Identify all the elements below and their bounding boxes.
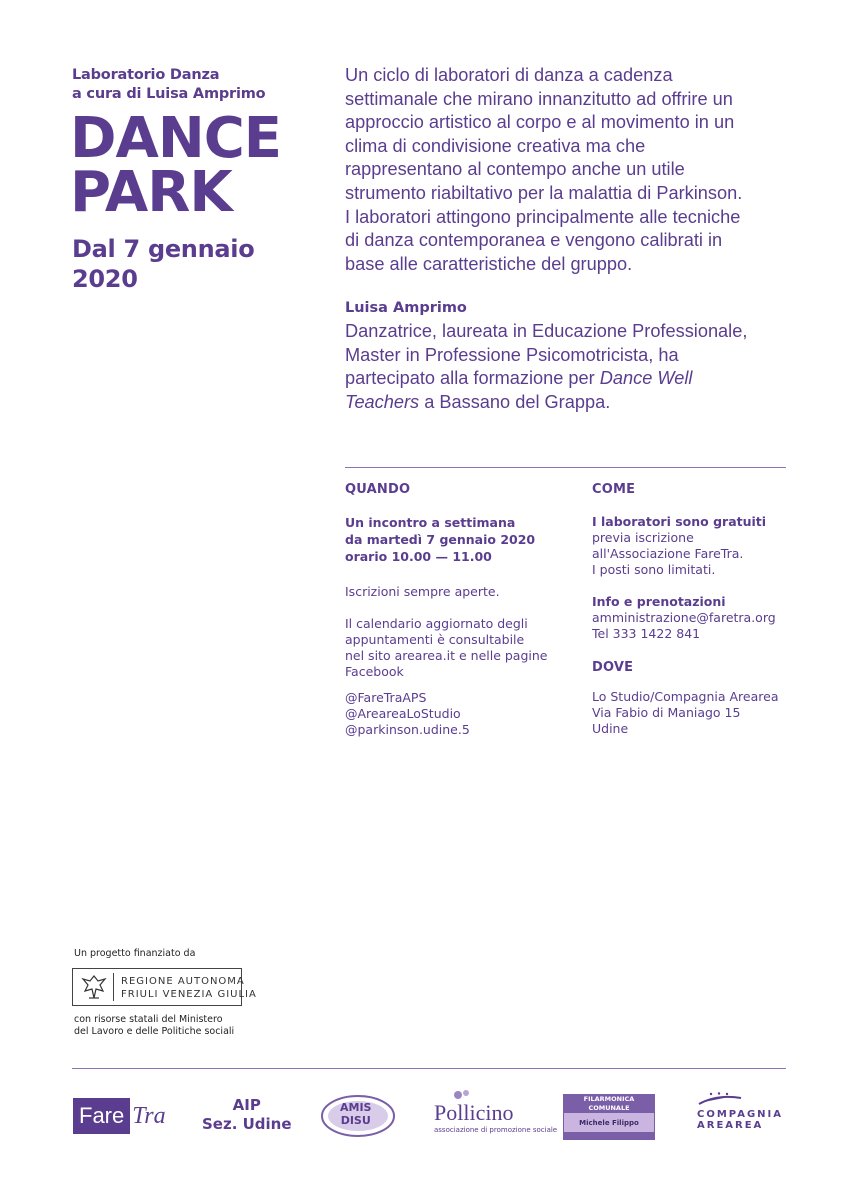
amis-disu-logo xyxy=(320,1094,396,1138)
start-date xyxy=(72,234,254,294)
funding-note-line: con risorse statali del Ministero xyxy=(74,1014,223,1025)
info-block xyxy=(592,594,776,642)
region-name xyxy=(121,975,257,1001)
address xyxy=(592,689,778,737)
pollicino-logo xyxy=(434,1092,557,1135)
filarmonica-band xyxy=(564,1132,654,1139)
region-line: FRIULI VENEZIA GIULIA xyxy=(121,989,257,1000)
filarmonica-top: FILARMONICA COMUNALE xyxy=(564,1095,654,1113)
compagnia-line: COMPAGNIA xyxy=(697,1109,783,1120)
phone-number: Tel 333 1422 841 xyxy=(592,626,701,641)
schedule-line: Un incontro a settimana xyxy=(345,515,516,530)
logo-separator xyxy=(113,973,114,1001)
registration-note: Iscrizioni sempre aperte. xyxy=(345,584,500,599)
come-line: previa iscrizione xyxy=(592,530,694,545)
intro-line: di danza contemporanea e vengono calibrati in xyxy=(345,230,723,251)
address-line: Lo Studio/Compagnia Arearea xyxy=(592,689,779,704)
page-title xyxy=(70,106,282,225)
amis-line: AMIS xyxy=(340,1101,372,1114)
region-line: REGIONE AUTONOMA xyxy=(121,976,245,987)
come-details xyxy=(592,514,766,578)
social-handle: @parkinson.udine.5 xyxy=(345,722,470,737)
faretra-fare: Fare xyxy=(73,1098,130,1134)
date-line: 2020 xyxy=(72,265,138,293)
quando-heading: QUANDO xyxy=(345,482,411,497)
intro-line: approccio artistico al corpo e al movimento in un xyxy=(345,112,735,133)
aip-logo xyxy=(202,1096,292,1134)
quando-schedule xyxy=(345,514,535,565)
compagnia-logo xyxy=(697,1092,783,1131)
footer-divider xyxy=(72,1068,786,1069)
faretra-tra: Tra xyxy=(132,1102,166,1129)
pollicino-name: Pollicino xyxy=(434,1100,514,1125)
schedule-line: orario 10.00 — 11.00 xyxy=(345,549,492,564)
bio-italic-text: Dance Well xyxy=(599,368,693,389)
email-link[interactable]: amministrazione@faretra.org xyxy=(592,610,776,625)
faretra-logo xyxy=(73,1097,166,1135)
pollicino-sub: associazione di promozione sociale xyxy=(434,1126,558,1134)
bio-line xyxy=(345,367,795,391)
filarmonica-logo xyxy=(563,1094,655,1140)
subtitle-line: Laboratorio Danza xyxy=(72,67,220,83)
social-handle: @AreareaLoStudio xyxy=(345,706,461,721)
compagnia-line: AREAREA xyxy=(697,1120,764,1131)
bio-paragraph xyxy=(345,320,795,414)
calendar-line: Il calendario aggiornato degli xyxy=(345,616,528,631)
bio-line: Danzatrice, laureata in Educazione Professionale, xyxy=(345,321,748,341)
funding-label: Un progetto finanziato da xyxy=(74,948,196,959)
amis-text xyxy=(340,1101,371,1127)
intro-line: base alle caratteristiche del gruppo. xyxy=(345,253,633,274)
aip-line: AIP xyxy=(232,1096,261,1114)
eagle-icon xyxy=(79,972,109,1002)
intro-line: Un ciclo di laboratori di danza a cadenza xyxy=(345,65,673,85)
aip-line: Sez. Udine xyxy=(202,1115,292,1133)
social-handles xyxy=(345,690,470,738)
address-line: Via Fabio di Maniago 15 xyxy=(592,705,741,720)
bio-text: partecipato alla formazione per xyxy=(345,368,600,389)
intro-line: I laboratori attingono principalmente alle tecniche xyxy=(345,206,741,227)
bio-line xyxy=(345,391,795,415)
bio-line: Master in Professione Psicomotricista, ha xyxy=(345,344,679,365)
calendar-line: appuntamenti è consultabile xyxy=(345,632,525,647)
funding-note xyxy=(74,1014,234,1038)
funding-note-line: del Lavoro e delle Politiche sociali xyxy=(74,1026,235,1037)
subtitle xyxy=(72,66,265,104)
schedule-line: da martedì 7 gennaio 2020 xyxy=(345,532,536,547)
come-line: I posti sono limitati. xyxy=(592,562,716,577)
intro-paragraph xyxy=(345,64,795,276)
come-heading: COME xyxy=(592,482,636,497)
arearea-emblem xyxy=(697,1092,743,1106)
date-line: Dal 7 gennaio xyxy=(72,235,255,263)
divider xyxy=(345,467,786,468)
subtitle-line: a cura di Luisa Amprimo xyxy=(72,86,266,102)
filarmonica-mid: Michele Filippo xyxy=(579,1119,639,1127)
calendar-line: nel sito arearea.it e nelle pagine xyxy=(345,648,548,663)
intro-line: clima di condivisione creativa ma che xyxy=(345,135,646,156)
calendar-line: Facebook xyxy=(345,664,404,679)
bio-text: a Bassano del Grappa. xyxy=(419,391,611,412)
leaf-icon xyxy=(452,1088,474,1102)
info-heading: Info e prenotazioni xyxy=(592,594,726,609)
bio-italic-text: Teachers xyxy=(345,391,420,412)
title-line: PARK xyxy=(70,160,232,225)
calendar-note xyxy=(345,616,547,680)
bio-name: Luisa Amprimo xyxy=(345,300,467,316)
title-line: DANCE xyxy=(70,106,282,171)
address-line: Udine xyxy=(592,721,629,736)
come-line: all'Associazione FareTra. xyxy=(592,546,744,561)
dove-heading: DOVE xyxy=(592,660,634,675)
intro-line: settimanale che mirano innanzitutto ad offrire un xyxy=(345,88,733,109)
free-note: I laboratori sono gratuiti xyxy=(592,514,767,529)
amis-line: DISU xyxy=(340,1114,371,1127)
social-handle: @FareTraAPS xyxy=(345,690,427,705)
region-logo xyxy=(72,968,257,1006)
intro-line: rappresentano al contempo anche un utile xyxy=(345,159,685,180)
intro-line: strumento riabiltativo per la malattia di Parkinson. xyxy=(345,182,743,203)
